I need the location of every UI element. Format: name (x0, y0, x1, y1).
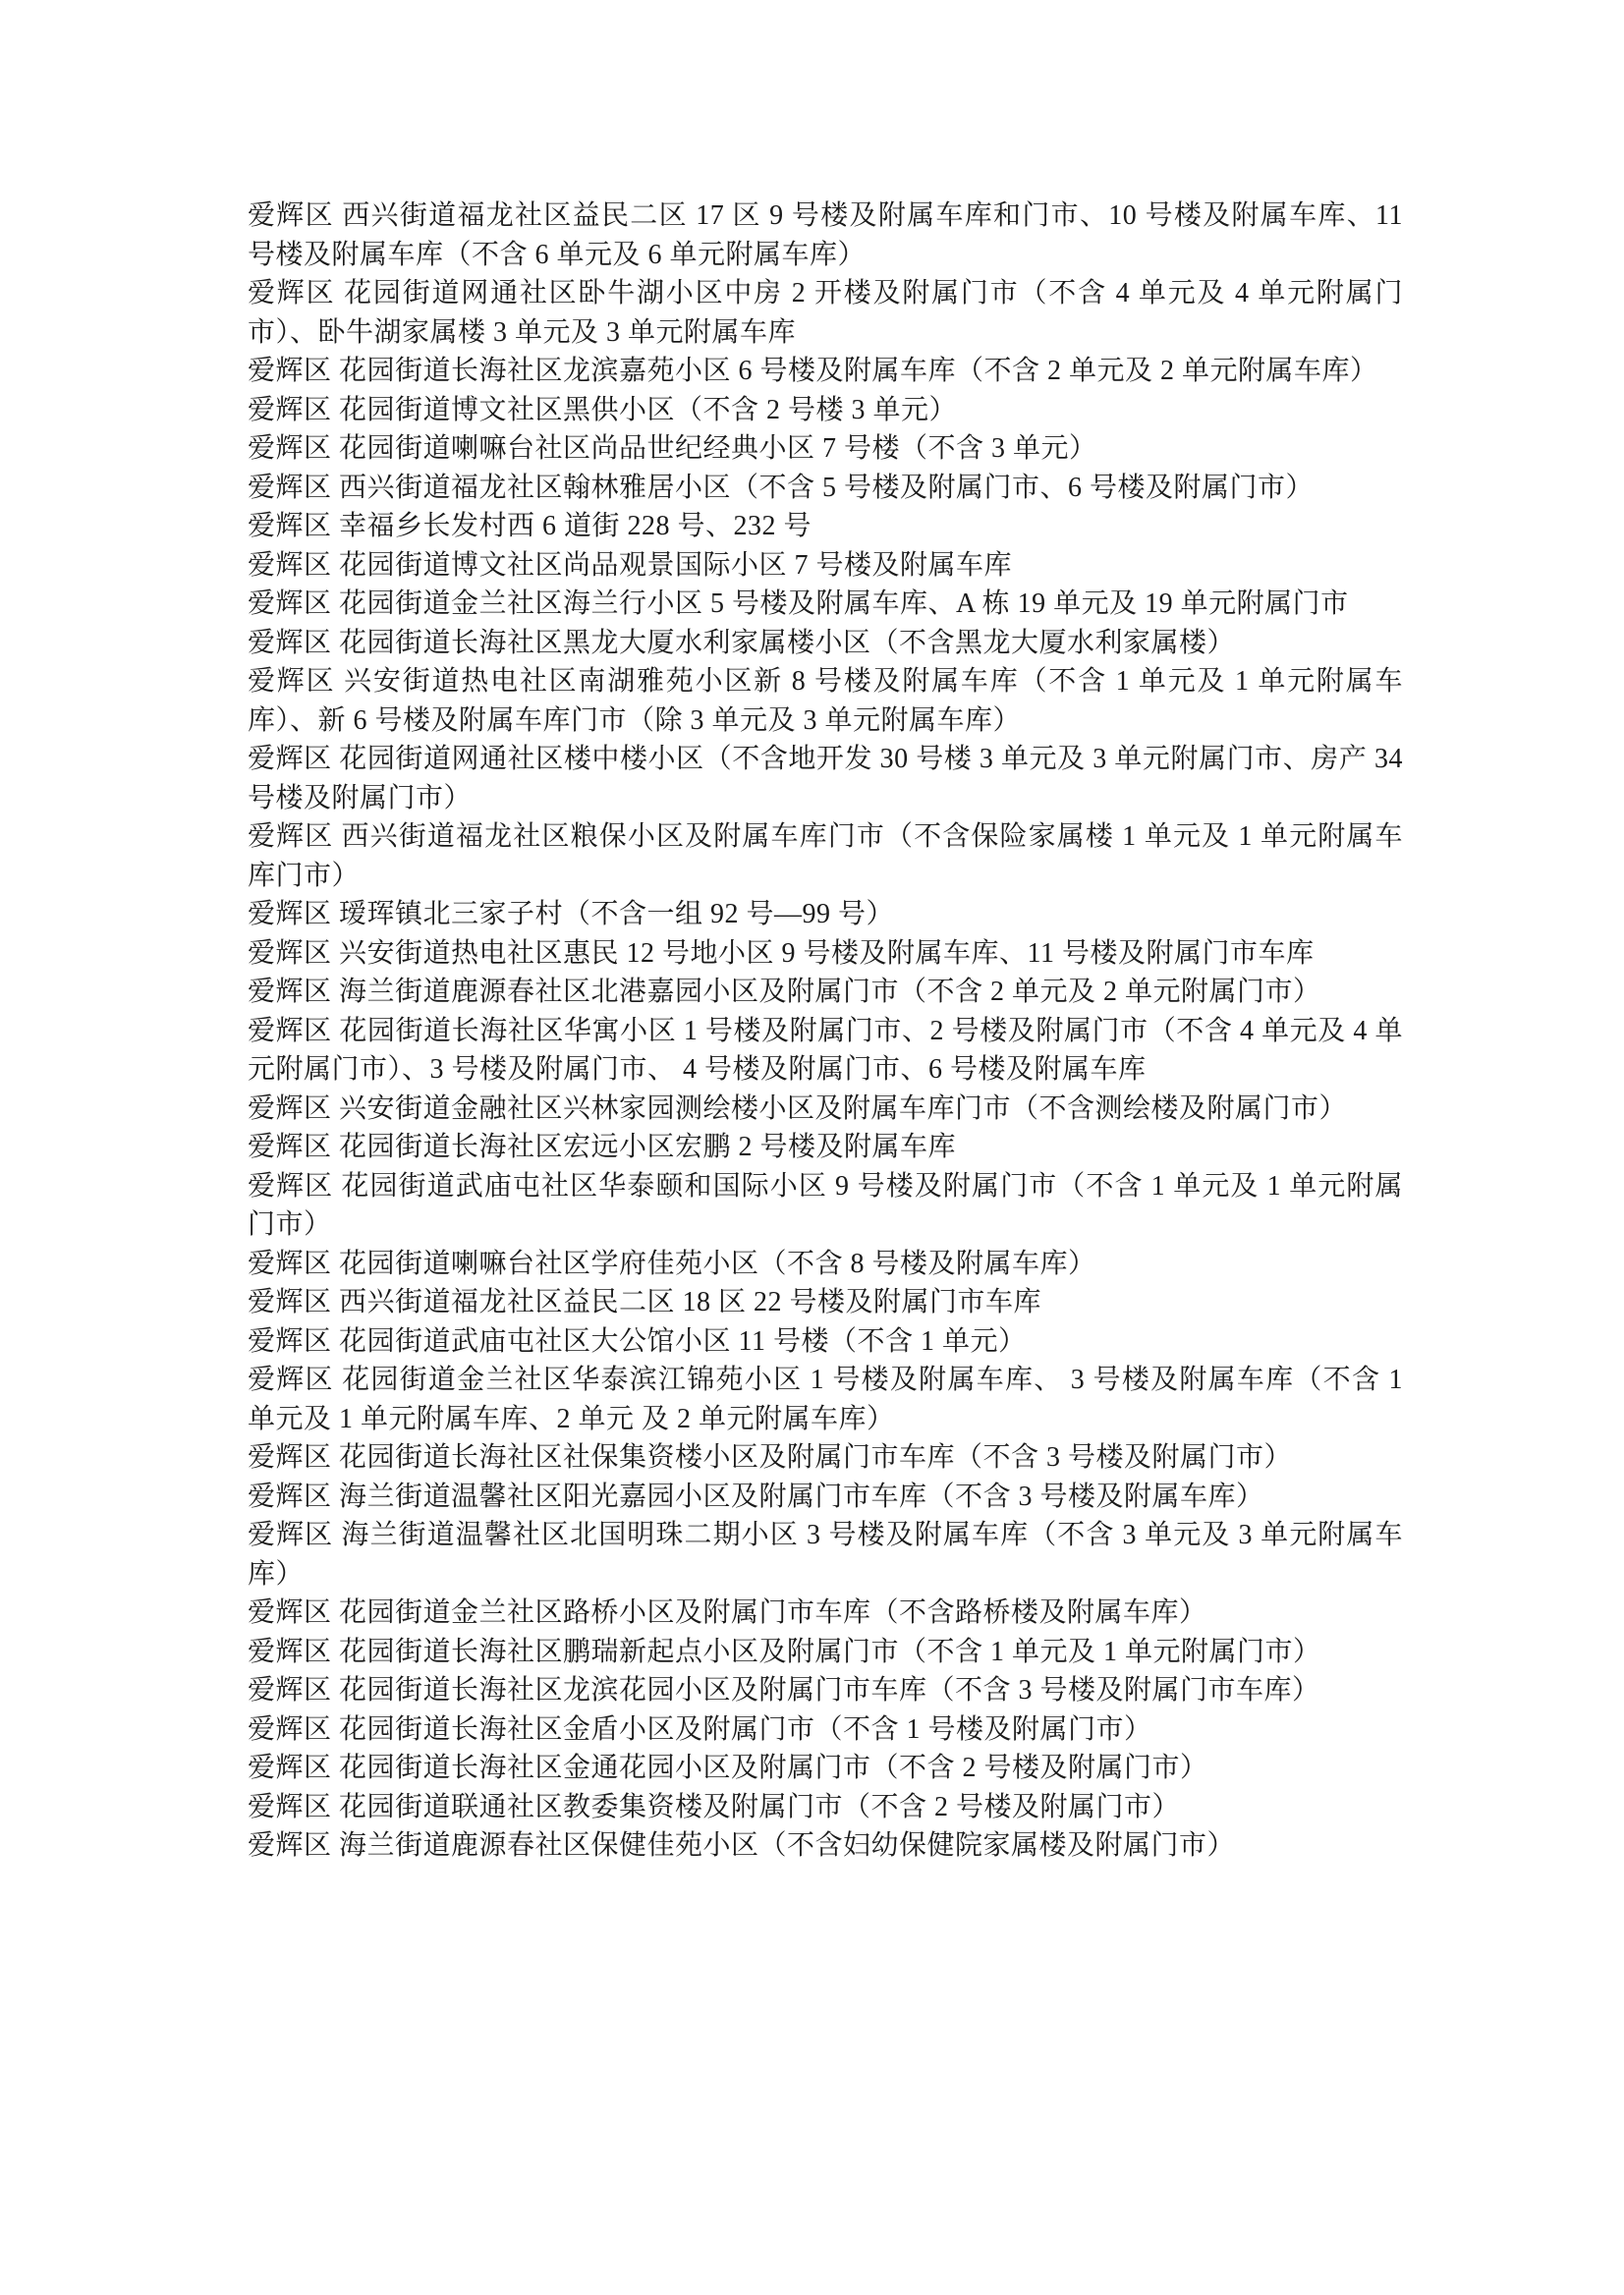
list-item: 爱辉区 花园街道联通社区教委集资楼及附属门市（不含 2 号楼及附属门市） (248, 1791, 1181, 1822)
list-item: 爱辉区 海兰街道鹿源春社区北港嘉园小区及附属门市（不含 2 单元及 2 单元附属门市） (248, 977, 1321, 1007)
list-item: 爱辉区 花园街道长海社区金通花园小区及附属门市（不含 2 号楼及附属门市） (248, 1753, 1208, 1783)
list-item: 爱辉区 花园街道金兰社区华泰滨江锦苑小区 1 号楼及附属车库、 3 号楼及附属车库（不含 1 单元及 1 单元附属车库、2 单元 及 2 单元附属车库） (248, 1365, 1403, 1434)
list-item: 爱辉区 花园街道长海社区龙滨花园小区及附属门市车库（不含 3 号楼及附属门市车库） (248, 1675, 1320, 1706)
list-item: 爱辉区 花园街道武庙屯社区大公馆小区 11 号楼（不含 1 单元） (248, 1325, 1027, 1357)
list-item: 爱辉区 花园街道武庙屯社区华泰颐和国际小区 9 号楼及附属门市（不含 1 单元及 1 单元附属门市） (248, 1170, 1403, 1240)
list-item: 爱辉区 花园街道长海社区龙滨嘉苑小区 6 号楼及附属车库（不含 2 单元及 2 单元附属车库） (248, 356, 1378, 386)
list-item: 爱辉区 花园街道博文社区尚品观景国际小区 7 号楼及附属车库 (248, 549, 1013, 581)
list-item: 爱辉区 花园街道金兰社区路桥小区及附属门市车库（不含路桥楼及附属车库） (248, 1597, 1207, 1628)
list-item: 爱辉区 花园街道网通社区卧牛湖小区中房 2 开楼及附属门市（不含 4 单元及 4 单元附属门市）、卧牛湖家属楼 3 单元及 3 单元附属车库 (248, 278, 1403, 348)
list-item: 爱辉区 兴安街道热电社区惠民 12 号地小区 9 号楼及附属车库、11 号楼及附属门市车库 (248, 937, 1315, 969)
list-item: 爱辉区 西兴街道福龙社区粮保小区及附属车库门市（不含保险家属楼 1 单元及 1 单元附属车库门市） (248, 821, 1403, 891)
list-item: 爱辉区 花园街道长海社区金盾小区及附属门市（不含 1 号楼及附属门市） (248, 1713, 1152, 1745)
list-item: 爱辉区 花园街道长海社区鹏瑞新起点小区及附属门市（不含 1 单元及 1 单元附属门市） (248, 1636, 1321, 1667)
list-item: 爱辉区 兴安街道金融社区兴林家园测绘楼小区及附属车库门市（不含测绘楼及附属门市） (248, 1092, 1348, 1124)
address-entry-list (248, 196, 1403, 1866)
list-item: 爱辉区 花园街道喇嘛台社区学府佳苑小区（不含 8 号楼及附属车库） (248, 1248, 1096, 1279)
list-item: 爱辉区 花园街道网通社区楼中楼小区（不含地开发 30 号楼 3 单元及 3 单元附属门市、房产 34 号楼及附属门市） (248, 744, 1403, 813)
list-item: 爱辉区 西兴街道福龙社区翰林雅居小区（不含 5 号楼及附属门市、6 号楼及附属门市） (248, 472, 1315, 503)
list-item: 爱辉区 西兴街道福龙社区益民二区 18 区 22 号楼及附属门市车库 (248, 1287, 1042, 1317)
list-item: 爱辉区 花园街道长海社区宏远小区宏鹏 2 号楼及附属车库 (248, 1132, 957, 1162)
list-item: 爱辉区 花园街道长海社区社保集资楼小区及附属门市车库（不含 3 号楼及附属门市） (248, 1442, 1293, 1473)
list-item: 爱辉区 瑷珲镇北三家子村（不含一组 92 号—99 号） (248, 899, 895, 929)
list-item: 爱辉区 兴安街道热电社区南湖雅苑小区新 8 号楼及附属车库（不含 1 单元及 1 单元附属车库）、新 6 号楼及附属车库门市（除 3 单元及 3 单元附属车库） (248, 666, 1403, 736)
list-item: 爱辉区 花园街道喇嘛台社区尚品世纪经典小区 7 号楼（不含 3 单元） (248, 433, 1097, 464)
list-item: 爱辉区 花园街道博文社区黑供小区（不含 2 号楼 3 单元） (248, 394, 958, 425)
list-item: 爱辉区 海兰街道温馨社区北国明珠二期小区 3 号楼及附属车库（不含 3 单元及 3 单元附属车库） (248, 1520, 1403, 1590)
list-item: 爱辉区 海兰街道鹿源春社区保健佳苑小区（不含妇幼保健院家属楼及附属门市） (248, 1830, 1236, 1861)
list-item: 爱辉区 幸福乡长发村西 6 道街 228 号、232 号 (248, 511, 812, 541)
list-item: 爱辉区 西兴街道福龙社区益民二区 17 区 9 号楼及附属车库和门市、10 号楼及附属车库、11 号楼及附属车库（不含 6 单元及 6 单元附属车库） (248, 200, 1403, 270)
list-item: 爱辉区 花园街道金兰社区海兰行小区 5 号楼及附属车库、A 栋 19 单元及 19 单元附属门市 (248, 588, 1349, 619)
list-item: 爱辉区 花园街道长海社区黑龙大厦水利家属楼小区（不含黑龙大厦水利家属楼） (248, 627, 1236, 658)
list-item: 爱辉区 花园街道长海社区华寓小区 1 号楼及附属门市、2 号楼及附属门市（不含 4 单元及 4 单元附属门市）、3 号楼及附属门市、 4 号楼及附属门市、6 号楼及附属车库 (248, 1015, 1403, 1085)
list-item: 爱辉区 海兰街道温馨社区阳光嘉园小区及附属门市车库（不含 3 号楼及附属车库） (248, 1481, 1264, 1512)
